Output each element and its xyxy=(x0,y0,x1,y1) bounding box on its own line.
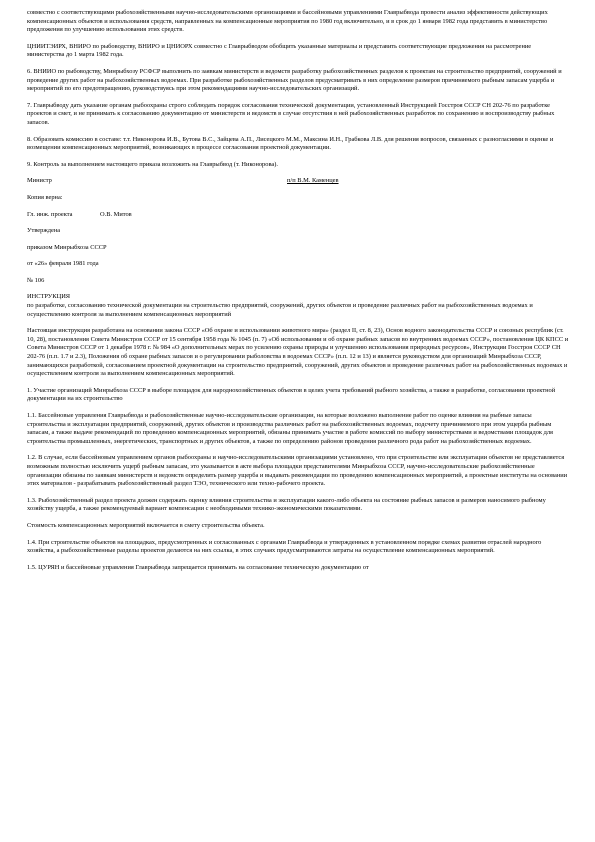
paragraph-1-2: 1.2. В случае, если бассейновым управлением органов рыбоохраны и научно-исследовательскими организациями установлено, что при строительстве или эксплуатации объектов не представляется возможным полностью исключить ущерб рыбным запасам, это указывается в акте выбора площадки представителями Минрыбхоза СССР, научно-исследовательские рыбохозяйственные организации обязаны по заявкам министерств и ведомств определить размер ущерба и выдавать рекомендации по проведению компенсационных мероприятий, а проектные институты на основании этих материалов - разрабатывать рыбохозяйственный раздел ТЭО, технического или техно-рабочего проекта. xyxy=(27,454,568,488)
copy-name: О.В. Митов xyxy=(100,210,132,218)
paragraph-basis: Настоящая инструкция разработана на основании закона СССР «Об охране и использовании животного мира» (раздел II, ст. 8, 23), Основ водного законодательства СССР и союзных республик (ст. 10, 28), постановления Совета Министров СССР от 15 сентября 1958 года № 1045 (п. 7) «Об использовании и об охране рыбных запасов во внутренних водоемах СССР», постановления ЦК КПСС и Совета Министров СССР от 1 декабря 1978 г. № 984 «О дополнительных мерах по усилению охраны природы и улучшению использования природных ресурсов», Инструкции Госстроя СССР СН 202-76 (п.п. 1.7 и 2.3), Положения об охране рыбных запасов и о регулировании рыболовства в водоемах СССР» (п.п. 12 и 13) и является руководством для организаций Минрыбхоза СССР, занимающихся разработкой, согласованием проектной документации на строительство предприятий, сооружений, других объектов и проведение различных работ на рыбохозяйственных водоемах и осуществлением контроля за выполнением компенсационных мероприятий. xyxy=(27,327,569,378)
section-1-heading: 1. Участие организаций Минрыбхоза СССР в выборе площадок для народнохозяйственных объектов в целях учета требований рыбного хозяйства, а также в разработке, согласовании проектной документации на их строительство xyxy=(27,386,556,403)
copy-signature-row xyxy=(27,211,570,220)
approval-line-4: № 106 xyxy=(27,276,45,284)
signature-title: Министр xyxy=(27,177,52,185)
instruction-subtitle: по разработке, согласованию технической документации на строительство предприятий, сооружений, других объектов и проведение различных работ на рыбохозяйственных водоемах и осуществлению контроля за выполнением компенсационных мероприятий xyxy=(27,302,533,318)
paragraph-item-8: 8. Образовать комиссию в составе: т.т. Никонорова И.В., Бутова В.С., Зайцева А.П., Лисецкого М.М., Максина И.Н., Грабкова Л.В. для решения вопросов, связанных с разногласиями в оценке и возмещении компенсационных мероприятий, возникающих в процессе согласования проектной документации. xyxy=(27,135,554,152)
approval-line-1: Утверждена xyxy=(27,227,61,235)
paragraph-1-1: 1.1. Бассейновые управления Главрыбвода и рыбохозяйственные научно-исследовательские организации, на которые возложено выполнение работ по оценке влияния на рыбные запасы строительства и эксплуатации предприятий, сооружений, других объектов и производства различных работ на рыбохозяйственных водоемах, подсчету причиняемого при этом ущерба рыбным запасам, а также выдаче рекомендаций по проведению компенсационных мероприятий, обязаны принимать участие в работе комиссий по выбору министерствами и ведомствами площадок для строительства промышленных, энергетических, транспортных и других объектов, а также по определению районов проведения различного рода работ на рыбохозяйственных водоемах. xyxy=(27,412,553,445)
paragraph-1-4: 1.4. При строительстве объектов на площадках, предусмотренных и согласованных с органами Главрыбвода и утвержденных в установленном порядке схемах развития отраслей народного хозяйства, а рыбохозяйственные разделы проектов делаются на них ссылка, в этих случаях предусматриваются затраты на осуществление компенсационных мероприятий. xyxy=(27,538,542,555)
paragraph-item-9: 9. Контроль за выполнением настоящего приказа возложить на Главрыбвод (т. Никонорова). xyxy=(27,160,278,168)
document-page xyxy=(27,9,570,572)
paragraph-cost: Стоимость компенсационных мероприятий включается в смету строительства объекта. xyxy=(27,521,265,529)
approval-line-2: приказом Минрыбхоза СССР xyxy=(27,243,107,251)
paragraph-item-7: 7. Главрыбводу дать указание органам рыбоохраны строго соблюдать порядок согласования технической документации, установленный Инструкцией Госстроя СССР СН 202-76 по разработке проектов и смет, и не принимать к согласованию документацию от министерств и ведомств в случае отсутствия в ней рыбохозяйственных разработок по сохранению и воспроизводству рыбных запасов. xyxy=(27,101,555,126)
signature-row xyxy=(27,177,570,186)
instruction-heading: ИНСТРУКЦИЯ xyxy=(27,293,71,301)
paragraph-analysis: совместно с соответствующими рыбохозяйственными научно-исследовательскими организациями и бассейновыми управлениями Главрыбвода провести анализ эффективности действующих компенсационных объектов и использования средств, направленных на компенсационные мероприятия по 1980 год включительно, и в срок до 1 января 1982 года представить в министерство предложения по улучшению использования этих средств. xyxy=(27,9,548,34)
instruction-body xyxy=(27,327,570,572)
approval-line-3: от «26» февраля 1981 года xyxy=(27,260,99,268)
paragraph-1-5: 1.5. ЦУРЯН и бассейновые управления Главрыбвода запрещается принимать на согласование техническую документацию от xyxy=(27,563,369,571)
paragraph-cniiteirh: ЦНИИТЭИРХ, ВНИРО по рыбоводству, ВНИРО и ЦНИОРХ совместно с Главрыбводом обобщить указанные материалы и представить соответствующие предложения на рассмотрение министерства до 1 марта 1982 года. xyxy=(27,42,532,59)
top-paragraphs xyxy=(27,9,570,169)
paragraph-item-6: 6. ВНИИО по рыбоводству, Минрыбхозу РСФСР выполнить по заявкам министерств и ведомств разработку рыбохозяйственных разделов к проектам на строительство предприятий, сооружений и проведение других работ на рыбохозяйственных водоемах. При разработке рыбохозяйственных разделов предусматривать в них определение размеров причиняемого рыбным запасам ущерба и мероприятий по его предотвращению, руководствуясь при этом рекомендациями научно-исследовательских организаций. xyxy=(27,67,562,93)
copy-position: Гл. инж. проекта xyxy=(27,210,73,218)
signature-name: п/п В.М. Каменцев xyxy=(287,177,339,185)
copy-label: Копия верна: xyxy=(27,193,63,201)
paragraph-1-3: 1.3. Рыбохозяйственный раздел проекта должен содержать оценку влияния строительства и эксплуатации какого-либо объекта на состояние рыбных запасов и размеров наносимого рыбному хозяйству ущерба, а также рекомендуемый вариант компенсации с необходимыми технико-экономическими показателями. xyxy=(27,496,546,513)
